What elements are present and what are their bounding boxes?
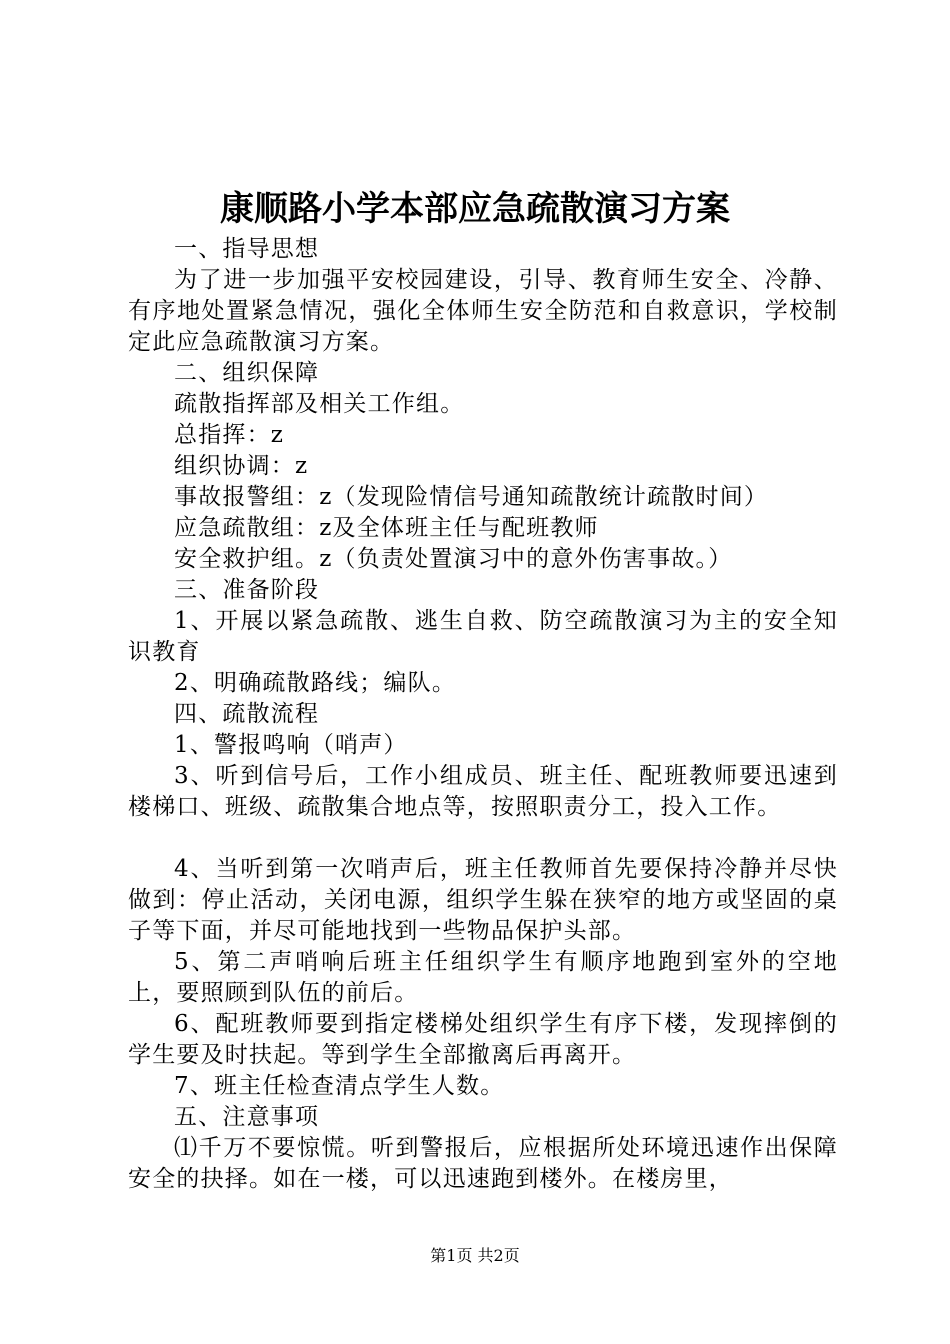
section-heading-4: 四、疏散流程 <box>174 701 320 727</box>
document-body <box>128 234 838 1195</box>
paragraph: 1、警报鸣响（哨声） <box>174 732 408 758</box>
paragraph: 4、当听到第一次哨声后，班主任教师首先要保持冷静并尽快做到：停止活动，关闭电源，组织学生躲在狭窄的地方或坚固的桌子等下面，并尽可能地找到一些物品保护头部。 <box>128 856 838 944</box>
paragraph: 疏散指挥部及相关工作组。 <box>174 391 465 417</box>
paragraph: 2、明确疏散路线；编队。 <box>174 670 457 696</box>
paragraph: 事故报警组：z（发现险情信号通知疏散统计疏散时间） <box>174 484 769 510</box>
document-title: 康顺路小学本部应急疏散演习方案 <box>220 189 730 229</box>
paragraph: 1、开展以紧急疏散、逃生自救、防空疏散演习为主的安全知识教育 <box>128 608 838 665</box>
section-heading-1: 一、指导思想 <box>174 236 320 262</box>
page-footer: 第1页 共2页 <box>430 1246 520 1265</box>
paragraph: 为了进一步加强平安校园建设，引导、教育师生安全、冷静、有序地处置紧急情况，强化全体师生安全防范和自救意识，学校制定此应急疏散演习方案。 <box>128 267 838 355</box>
section-heading-2: 二、组织保障 <box>174 360 320 386</box>
paragraph: 5、第二声哨响后班主任组织学生有顺序地跑到室外的空地上，要照顾到队伍的前后。 <box>128 949 838 1006</box>
blank-line <box>128 823 838 854</box>
paragraph: 3、听到信号后，工作小组成员、班主任、配班教师要迅速到楼梯口、班级、疏散集合地点等，按照职责分工，投入工作。 <box>128 763 838 820</box>
paragraph: 7、班主任检查清点学生人数。 <box>174 1073 505 1099</box>
paragraph: 安全救护组。z（负责处置演习中的意外伤害事故。） <box>174 546 733 572</box>
section-heading-5: 五、注意事项 <box>174 1104 320 1130</box>
paragraph: ⑴千万不要惊慌。听到警报后，应根据所处环境迅速作出保障安全的抉择。如在一楼，可以迅速跑到楼外。在楼房里， <box>128 1135 838 1192</box>
paragraph: 总指挥：z <box>174 422 285 448</box>
paragraph: 6、配班教师要到指定楼梯处组织学生有序下楼，发现摔倒的学生要及时扶起。等到学生全部撤离后再离开。 <box>128 1011 838 1068</box>
paragraph: 应急疏散组：z及全体班主任与配班教师 <box>174 515 599 541</box>
paragraph: 组织协调：z <box>174 453 309 479</box>
section-heading-3: 三、准备阶段 <box>174 577 320 603</box>
